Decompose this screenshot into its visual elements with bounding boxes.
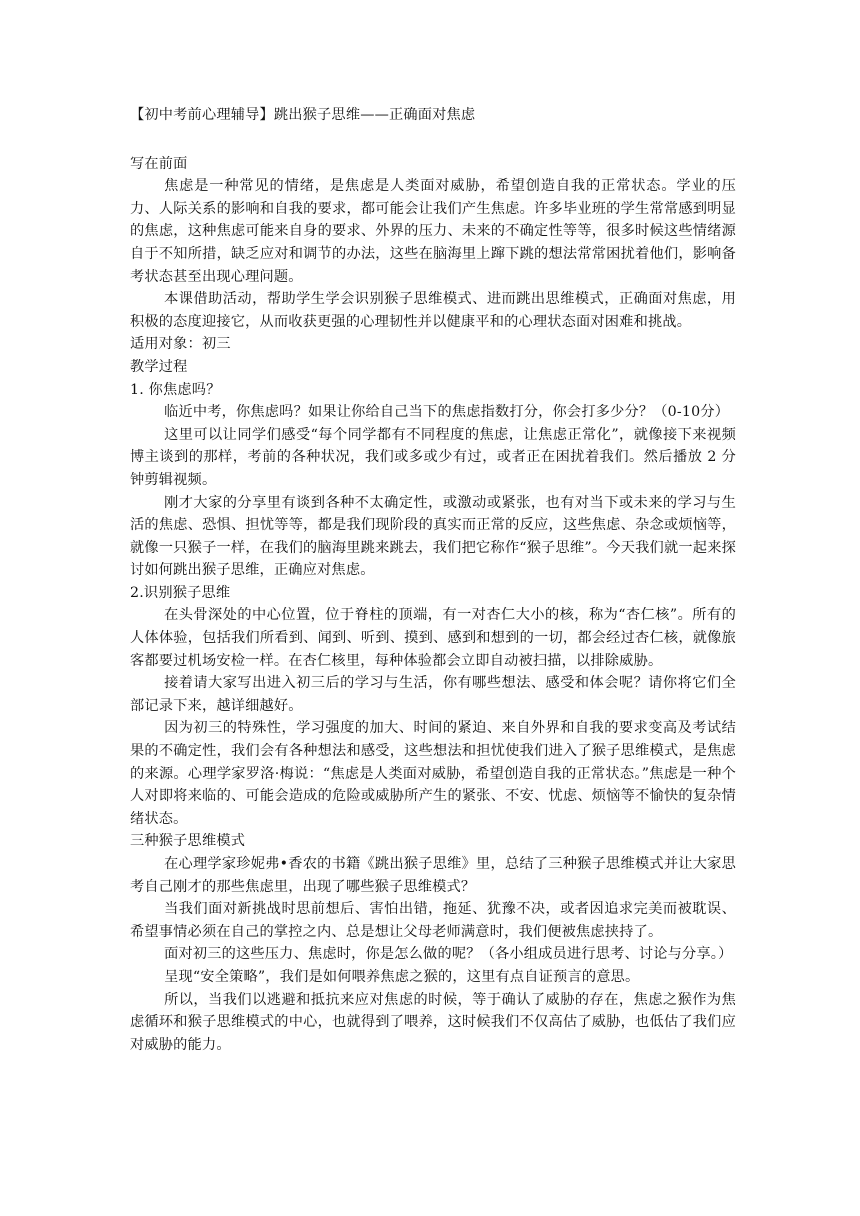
three-modes-paragraph-2: 当我们面对新挑战时思前想后、害怕出错，拖延、犹豫不决，或者因追求完美而被耽误、希望事情必须在自己的掌控之内、总是想让父母老师满意时，我们便被焦虑挟持了。: [130, 901, 736, 940]
three-modes-paragraph-3: 面对初三的这些压力、焦虑时，你是怎么做的呢？（各小组成员进行思考、讨论与分享。）: [164, 946, 733, 963]
three-modes-heading: 三种猴子思维模式: [130, 833, 246, 850]
item-1-paragraph-2: 这里可以让同学们感受“每个同学都有不同程度的焦虑，让焦虑正常化”，就像接下来视频博主谈到的那样，考前的各种状况，我们或多或少有过，或者正在困扰着我们。然后播放 2 分钟剪辑视频。: [130, 426, 736, 488]
three-modes-paragraph-1: 在心理学家珍妮弗•香农的书籍《跳出猴子思维》里，总结了三种猴子思维模式并让大家思考自己刚才的那些焦虑里，出现了哪些猴子思维模式？: [130, 856, 736, 895]
item-2-paragraph-2: 接着请大家写出进入初三后的学习与生活，你有哪些想法、感受和体会呢？请你将它们全部记录下来，越详细越好。: [130, 675, 736, 714]
document-page: [130, 104, 736, 1056]
audience-line: 适用对象：初三: [130, 336, 231, 353]
process-heading: 教学过程: [130, 358, 188, 375]
item-1-paragraph-3: 刚才大家的分享里有谈到各种不太确定性，或激动或紧张，也有对当下或未来的学习与生活的焦虑、恐惧、担忧等等，都是我们现阶段的真实而正常的反应，这些焦虑、杂念或烦恼等，就像一只猴子一样，在我们的脑海里跳来跳去，我们把它称作“猴子思维”。今天我们就一起来探讨如何跳出猴子思维，正确应对焦虑。: [130, 494, 736, 579]
item-1-heading: 1. 你焦虑吗？: [130, 381, 221, 398]
item-2-paragraph-1: 在头骨深处的中心位置，位于脊柱的顶端，有一对杏仁大小的核，称为“杏仁核”。所有的人体体验，包括我们所看到、闻到、听到、摸到、感到和想到的一切，都会经过杏仁核，就像旅客都要过机场安检一样。在杏仁核里，每种体验都会立即自动被扫描，以排除威胁。: [130, 607, 736, 669]
item-2-heading: 2.识别猴子思维: [130, 584, 231, 601]
item-2-paragraph-3: 因为初三的特殊性，学习强度的加大、时间的紧迫、来自外界和自我的要求变高及考试结果的不确定性，我们会有各种想法和感受，这些想法和担忧使我们进入了猴子思维模式，是焦虑的来源。心理学家罗洛·梅说：“焦虑是人类面对威胁，希望创造自我的正常状态。”焦虑是一种个人对即将来临的、可能会造成的危险或威胁所产生的紧张、不安、忧虑、烦恼等不愉快的复杂情绪状态。: [130, 720, 736, 827]
item-1-paragraph-1: 临近中考，你焦虑吗？如果让你给自己当下的焦虑指数打分，你会打多少分？（0-10分）: [164, 404, 730, 421]
three-modes-paragraph-4: 呈现“安全策略”，我们是如何喂养焦虑之猴的，这里有点自证预言的意思。: [164, 968, 640, 985]
intro-paragraph-2: 本课借助活动，帮助学生学会识别猴子思维模式、进而跳出思维模式，正确面对焦虑，用积极的态度迎接它，从而收获更强的心理韧性并以健康平和的心理状态面对困难和挑战。: [130, 291, 736, 330]
intro-heading: 写在前面: [130, 155, 188, 172]
document-title: 【初中考前心理辅导】跳出猴子思维——正确面对焦虑: [130, 107, 476, 123]
three-modes-paragraph-5: 所以，当我们以逃避和抵抗来应对焦虑的时候，等于确认了威胁的存在，焦虑之猴作为焦虑循环和猴子思维模式的中心，也就得到了喂养，这时候我们不仅高估了威胁，也低估了我们应对威胁的能力。: [130, 991, 736, 1053]
intro-paragraph-1: 焦虑是一种常见的情绪，是焦虑是人类面对威胁，希望创造自我的正常状态。学业的压力、人际关系的影响和自我的要求，都可能会让我们产生焦虑。许多毕业班的学生常常感到明显的焦虑，这种焦虑可能来自身的要求、外界的压力、未来的不确定性等等，很多时候这些情绪源自于不知所措，缺乏应对和调节的办法，这些在脑海里上蹿下跳的想法常常困扰着他们，影响备考状态甚至出现心理问题。: [130, 178, 736, 285]
